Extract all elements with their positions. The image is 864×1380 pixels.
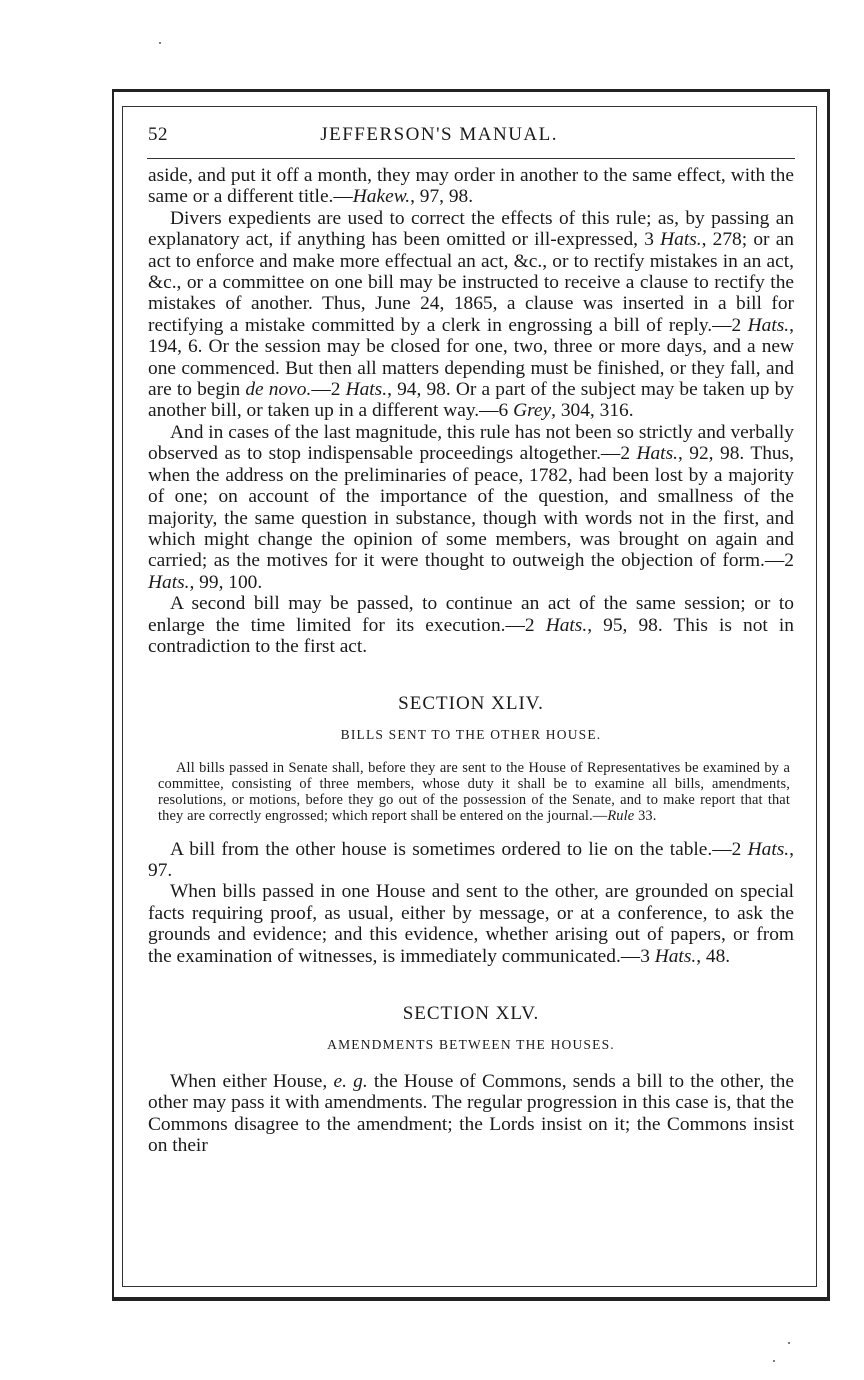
paragraph	[148, 881, 794, 967]
senate-rule-text	[158, 761, 790, 824]
text-run: , 97, 98.	[410, 186, 474, 208]
citation-italic: Hats.	[345, 379, 388, 401]
text-run: , 99, 100.	[189, 571, 263, 593]
section-heading: SECTION XLV.	[402, 1002, 540, 1024]
paragraph	[148, 165, 794, 208]
text-run: And in cases of the last magnitude, this rule has not been so strictly and verbally observed as to stop indispensable proceedings altogether.—2	[148, 421, 794, 465]
citation-italic: Hats.	[148, 571, 190, 593]
text-run: Divers expedients are used to correct the effects of this rule; as, by passing an explanatory act, if anything has been omitted or ill-expressed, 3	[148, 207, 794, 251]
text-run: , 278; or an act to enforce and make more effectual an act, &c., or to rectify mistakes in an act, &c., or a committee on one bill may be instructed to receive a clause to rectify the mistakes of another. Thus, June 24, 1865, a clause was inserted in a bill for rectifying a mistake committed by a clerk in engrossing a bill of reply.—2	[148, 229, 794, 336]
citation-italic: Rule	[607, 807, 635, 824]
text-run: 33.	[634, 807, 657, 824]
text-run: , 194, 6. Or the session may be closed for one, two, three or more days, and a new one commenced. But then all matters depending must be finished, or they fall, and are to begin	[148, 314, 794, 401]
text-run: , 92, 98. Thus, when the address on the preliminaries of peace, 1782, had been lost by a majority of one; on account of the importance of the question, and smallness of the majority, the same question in substance, though with words not in the first, and which might change the opinion of some members, was brought on again and carried; as the motives for it were thought to outweigh the objection of form.—2	[148, 443, 794, 572]
text-run: , 94, 98. Or a part of the subject may be taken up by another bill, or taken up in a different way.—6	[148, 379, 794, 422]
citation-italic: Grey	[513, 400, 552, 422]
citation-italic: Hats.	[636, 443, 678, 465]
text-run: aside, and put it off a month, they may order in another to the same effect, with the same or a different title.—	[148, 165, 794, 208]
citation-italic: Hats.	[545, 614, 588, 636]
paragraph	[148, 593, 794, 657]
citation-italic: Hats.	[654, 945, 697, 967]
paper-speck	[159, 42, 161, 44]
citation-italic: e. g.	[333, 1070, 368, 1092]
citation-italic: Hakew.	[352, 186, 411, 208]
text-run: , 95, 98. This is not in contradiction to the first act.	[148, 614, 795, 657]
section-heading: SECTION XLIV.	[398, 693, 544, 715]
running-title: JEFFERSON'S MANUAL.	[320, 124, 558, 145]
paper-speck	[773, 1360, 775, 1362]
citation-italic: Hats.	[747, 838, 790, 860]
text-run: , 97.	[148, 838, 794, 881]
text-run: All bills passed in Senate shall, before they are sent to the House of Representatives be examined by a committee, consisting of three members, whose duty it shall be to examine all bills, amendments, resolutions, or motions, before they go out of the possession of the Senate, and to make report that that they are correctly engrossed; which report shall be entered on the journal.—	[158, 760, 790, 824]
text-run: When either House,	[170, 1070, 334, 1092]
page-content	[148, 124, 794, 1157]
paragraph	[148, 422, 794, 593]
header-rule	[147, 158, 795, 159]
text-run: , 304, 316.	[551, 400, 634, 422]
section-subheading: BILLS SENT TO THE OTHER HOUSE.	[340, 727, 602, 743]
text-run: A bill from the other house is sometimes ordered to lie on the table.—2	[170, 838, 748, 860]
citation-italic: de novo.	[245, 379, 312, 401]
paragraph	[148, 208, 794, 422]
text-run: the House of Commons, sends a bill to the other, the other may pass it with amendments. The regular progression in this case is, that the Commons disagree to the amendment; the Lords insist on it; the Commons insist on their	[148, 1070, 794, 1157]
paragraph	[148, 839, 794, 882]
page-header	[148, 124, 794, 158]
text-run: When bills passed in one House and sent to the other, are grounded on special facts requiring proof, as usual, either by message, or at a conference, to ask the grounds and evidence; and this evidence, whether arising out of papers, or from the examination of witnesses, is immediately communicated.—3	[148, 881, 794, 967]
paper-speck	[788, 1342, 790, 1344]
paragraph	[148, 1071, 794, 1157]
text-run: —2	[311, 379, 346, 401]
text-run: A second bill may be passed, to continue an act of the same session; or to enlarge the time limited for its execution.—2	[148, 593, 794, 636]
opening-text	[148, 165, 794, 657]
page-number: 52	[148, 124, 168, 145]
section-subheading: AMENDMENTS BETWEEN THE HOUSES.	[327, 1036, 615, 1052]
citation-italic: Hats.	[660, 229, 702, 251]
text-run: , 48.	[696, 945, 731, 967]
citation-italic: Hats.	[747, 314, 790, 336]
